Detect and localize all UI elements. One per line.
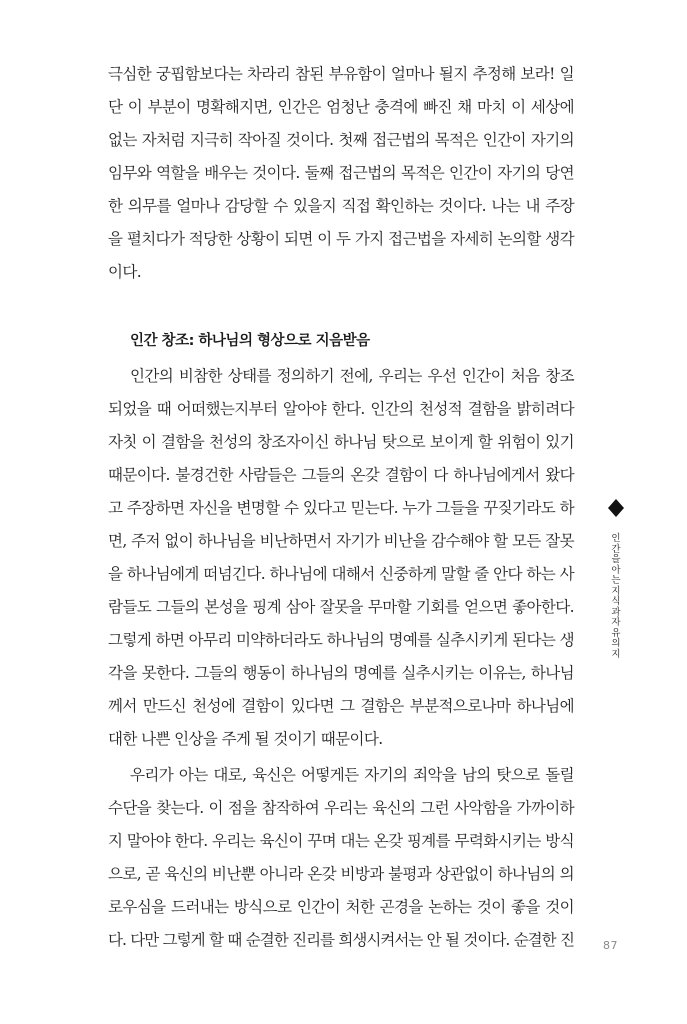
text-line: 자칫 이 결함을 천성의 창조자이신 하나님 탓으로 보이게 할 위험이 있기 bbox=[108, 433, 574, 451]
text-line: 그렇게 하면 아무리 미약하더라도 하나님의 명예를 실추시키게 된다는 생 bbox=[108, 631, 574, 649]
section-heading: 인간 창조: 하나님의 형상으로 지음받음 bbox=[130, 333, 370, 349]
text-line: 되었을 때 어떠했는지부터 알아야 한다. 인간의 천성적 결함을 밝히려다 bbox=[108, 400, 574, 418]
text-line: 으로, 곧 육신의 비난뿐 아니라 온갖 비방과 불평과 상관없이 하나님의 의 bbox=[108, 865, 574, 883]
text-line: 로우심을 드러내는 방식으로 인간이 처한 곤경을 논하는 것이 좋을 것이 bbox=[108, 898, 574, 916]
text-line: 께서 만드신 천성에 결함이 있다면 그 결함은 부분적으로나마 하나님에 bbox=[108, 697, 574, 715]
text-line: 람들도 그들의 본성을 핑계 삼아 잘못을 무마할 기회를 얻으면 좋아한다. bbox=[108, 598, 574, 616]
text-line: 한 의무를 얼마나 감당할 수 있을지 직접 확인하는 것이다. 나는 내 주장 bbox=[108, 197, 574, 215]
text-line: 단 이 부분이 명확해지면, 인간은 엄청난 충격에 빠진 채 마치 이 세상에 bbox=[108, 98, 574, 116]
text-line: 고 주장하면 자신을 변명할 수 있다고 믿는다. 누가 그들을 꾸짖기라도 하 bbox=[108, 499, 574, 517]
text-line: 없는 자처럼 지극히 작아질 것이다. 첫째 접근법의 목적은 인간이 자기의 bbox=[108, 131, 574, 149]
diamond-shape bbox=[608, 499, 624, 517]
text-line: 극심한 궁핍함보다는 차라리 참된 부유함이 얼마나 될지 추정해 보라! 일 bbox=[108, 65, 574, 83]
text-line: 대한 나쁜 인상을 주게 될 것이기 때문이다. bbox=[108, 730, 383, 748]
text-line: 수단을 찾는다. 이 점을 참작하여 우리는 육신의 그런 사악함을 가까이하 bbox=[108, 799, 574, 817]
page-number: 87 bbox=[603, 939, 618, 952]
text-line: 임무와 역할을 배우는 것이다. 둘째 접근법의 목적은 인간이 자기의 당연 bbox=[108, 164, 574, 182]
text-line: 인간의 비참한 상태를 정의하기 전에, 우리는 우선 인간이 처음 창조 bbox=[130, 367, 574, 385]
text-line: 을 펼치다가 적당한 상황이 되면 이 두 가지 접근법을 자세히 논의할 생각 bbox=[108, 230, 574, 248]
text-line: 면, 주저 없이 하나님을 비난하면서 자기가 비난을 감수해야 할 모든 잘못 bbox=[108, 532, 574, 550]
text-line: 다. 다만 그렇게 할 때 순결한 진리를 희생시켜서는 안 될 것이다. 순결한 진 bbox=[108, 931, 574, 949]
text-line: 을 하나님에게 떠넘긴다. 하나님에 대해서 신중하게 말할 줄 안다 하는 사 bbox=[108, 565, 574, 583]
diamond-icon bbox=[607, 499, 625, 517]
text-line: 이다. bbox=[108, 263, 142, 281]
text-line: 각을 못한다. 그들의 행동이 하나님의 명예를 실추시키는 이유는, 하나님 bbox=[108, 664, 574, 682]
text-line: 우리가 아는 대로, 육신은 어떻게든 자기의 죄악을 남의 탓으로 돌릴 bbox=[130, 766, 574, 784]
text-line: 지 말아야 한다. 우리는 육신이 꾸며 대는 온갖 핑계를 무력화시키는 방식 bbox=[108, 832, 574, 850]
text-line: 때문이다. 불경건한 사람들은 그들의 온갖 결함이 다 하나님에게서 왔다 bbox=[108, 466, 574, 484]
side-section-title: 인간을 아는 지식과 자유의지 bbox=[611, 533, 621, 660]
